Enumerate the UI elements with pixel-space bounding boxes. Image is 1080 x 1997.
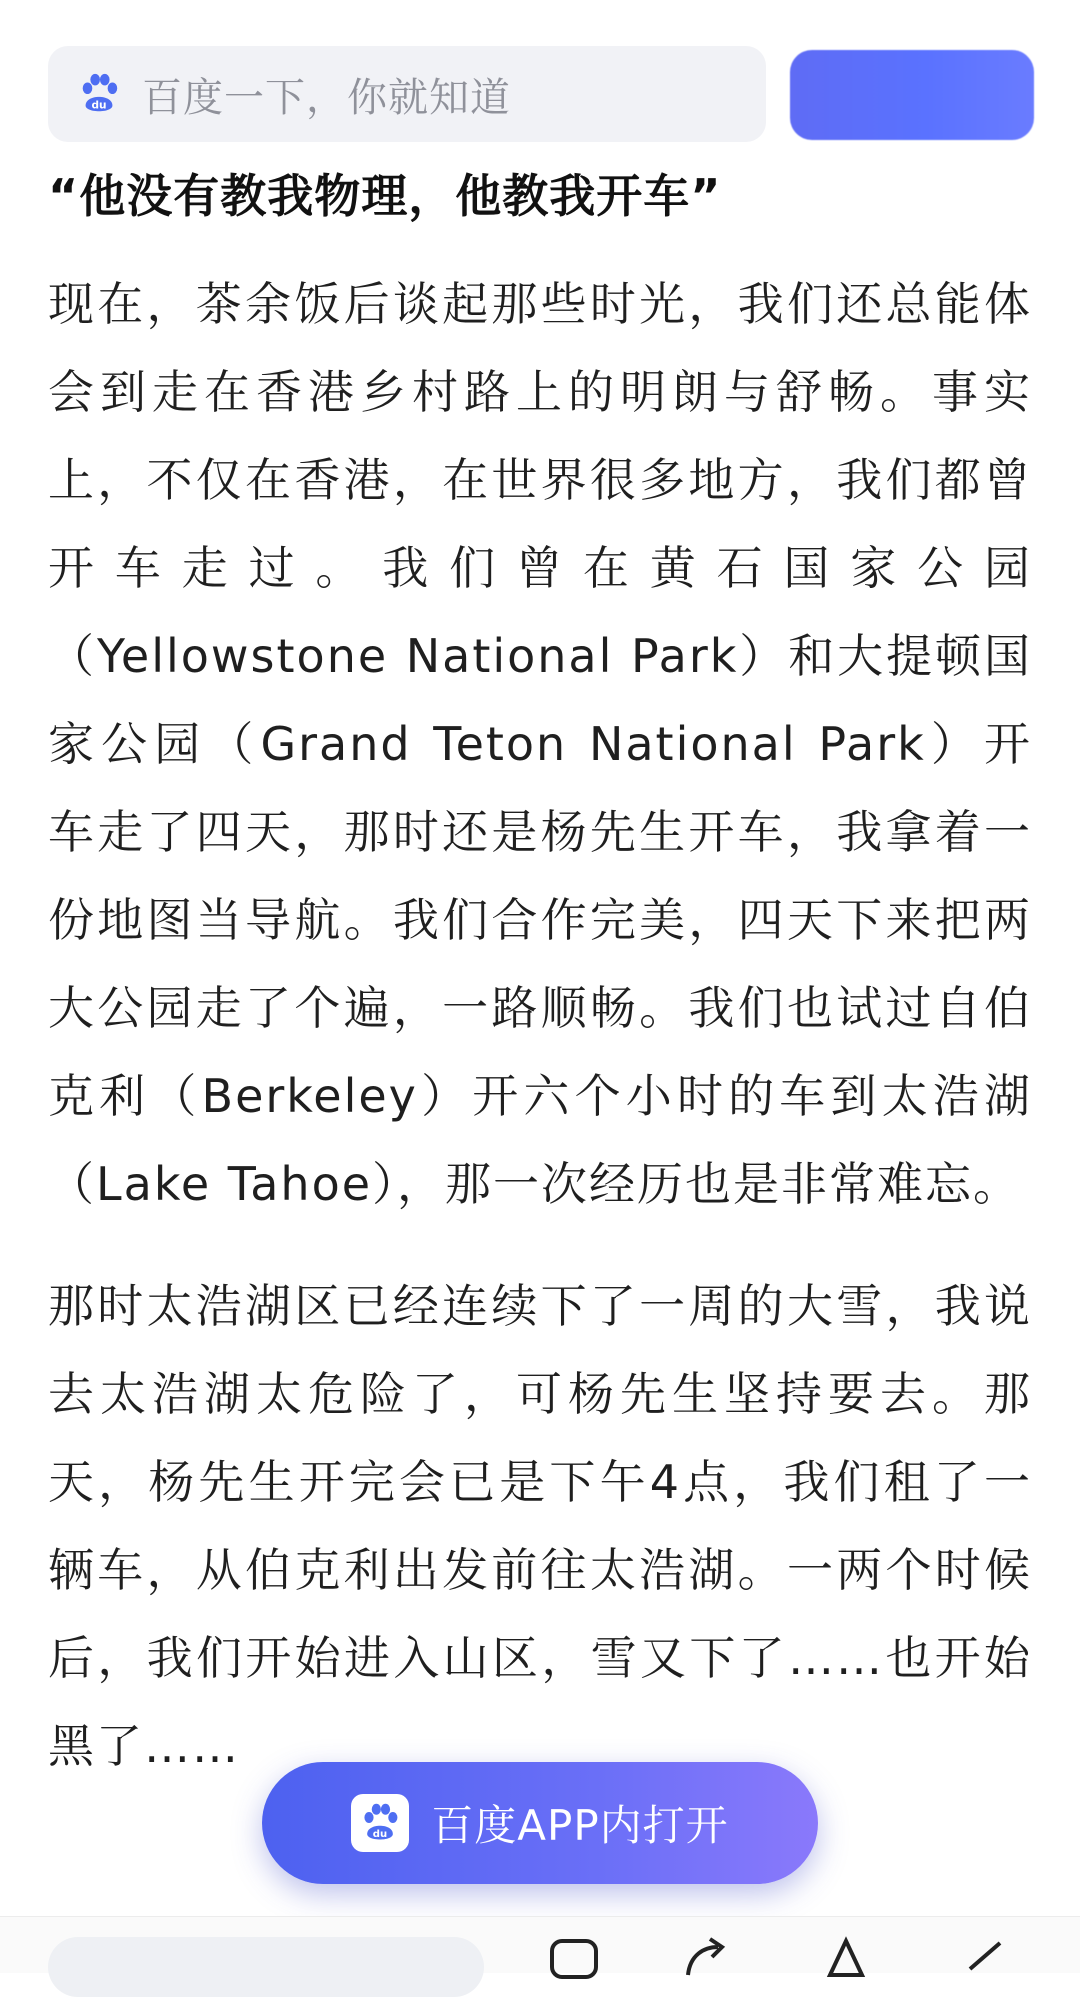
share-icon[interactable] [680,1935,732,1979]
open-in-app-button[interactable] [262,1762,818,1884]
search-input[interactable]: 百度一下，你就知道 [142,74,511,121]
baidu-paw-icon [76,71,122,117]
open-in-app-label: 百度APP内打开 [431,1801,729,1850]
comment-input[interactable] [48,1937,484,1997]
comment-icon[interactable] [548,1935,600,1979]
bottom-toolbar [0,1916,1080,1973]
baidu-app-logo-icon [351,1794,409,1852]
more-icon[interactable] [960,1935,1012,1979]
article-paragraph: 那时太浩湖区已经连续下了一周的大雪，我说去太浩湖太危险了，可杨先生坚持要去。那天，杨先生开完会已是下午4点，我们租了一辆车，从伯克利出发前往太浩湖。一两个时候后，我们开始进入山区，雪又下了……也开始黑了…… [48,1279,1032,1773]
search-button[interactable] [790,50,1034,140]
like-icon[interactable] [820,1935,872,1979]
article-heading: “他没有教我物理，他教我开车” [48,169,722,223]
svg-text:du: du [91,99,107,112]
svg-text:du: du [373,1828,388,1840]
article-body [48,150,1032,1790]
search-bar[interactable] [48,46,766,142]
article-paragraph: 现在，茶余饭后谈起那些时光，我们还总能体会到走在香港乡村路上的明朗与舒畅。事实上，不仅在香港，在世界很多地方，我们都曾开车走过。我们曾在黄石国家公园（Yellowstone National Park）和大提顿国家公园（Grand Teton National Park）开车走了四天，那时还是杨先生开车，我拿着一份地图当导航。我们合作完美，四天下来把两大公园走了个遍，一路顺畅。我们也试过自伯克利（Berkeley）开六个小时的车到太浩湖（Lake Tahoe），那一次经历也是非常难忘。 [48,277,1032,1211]
